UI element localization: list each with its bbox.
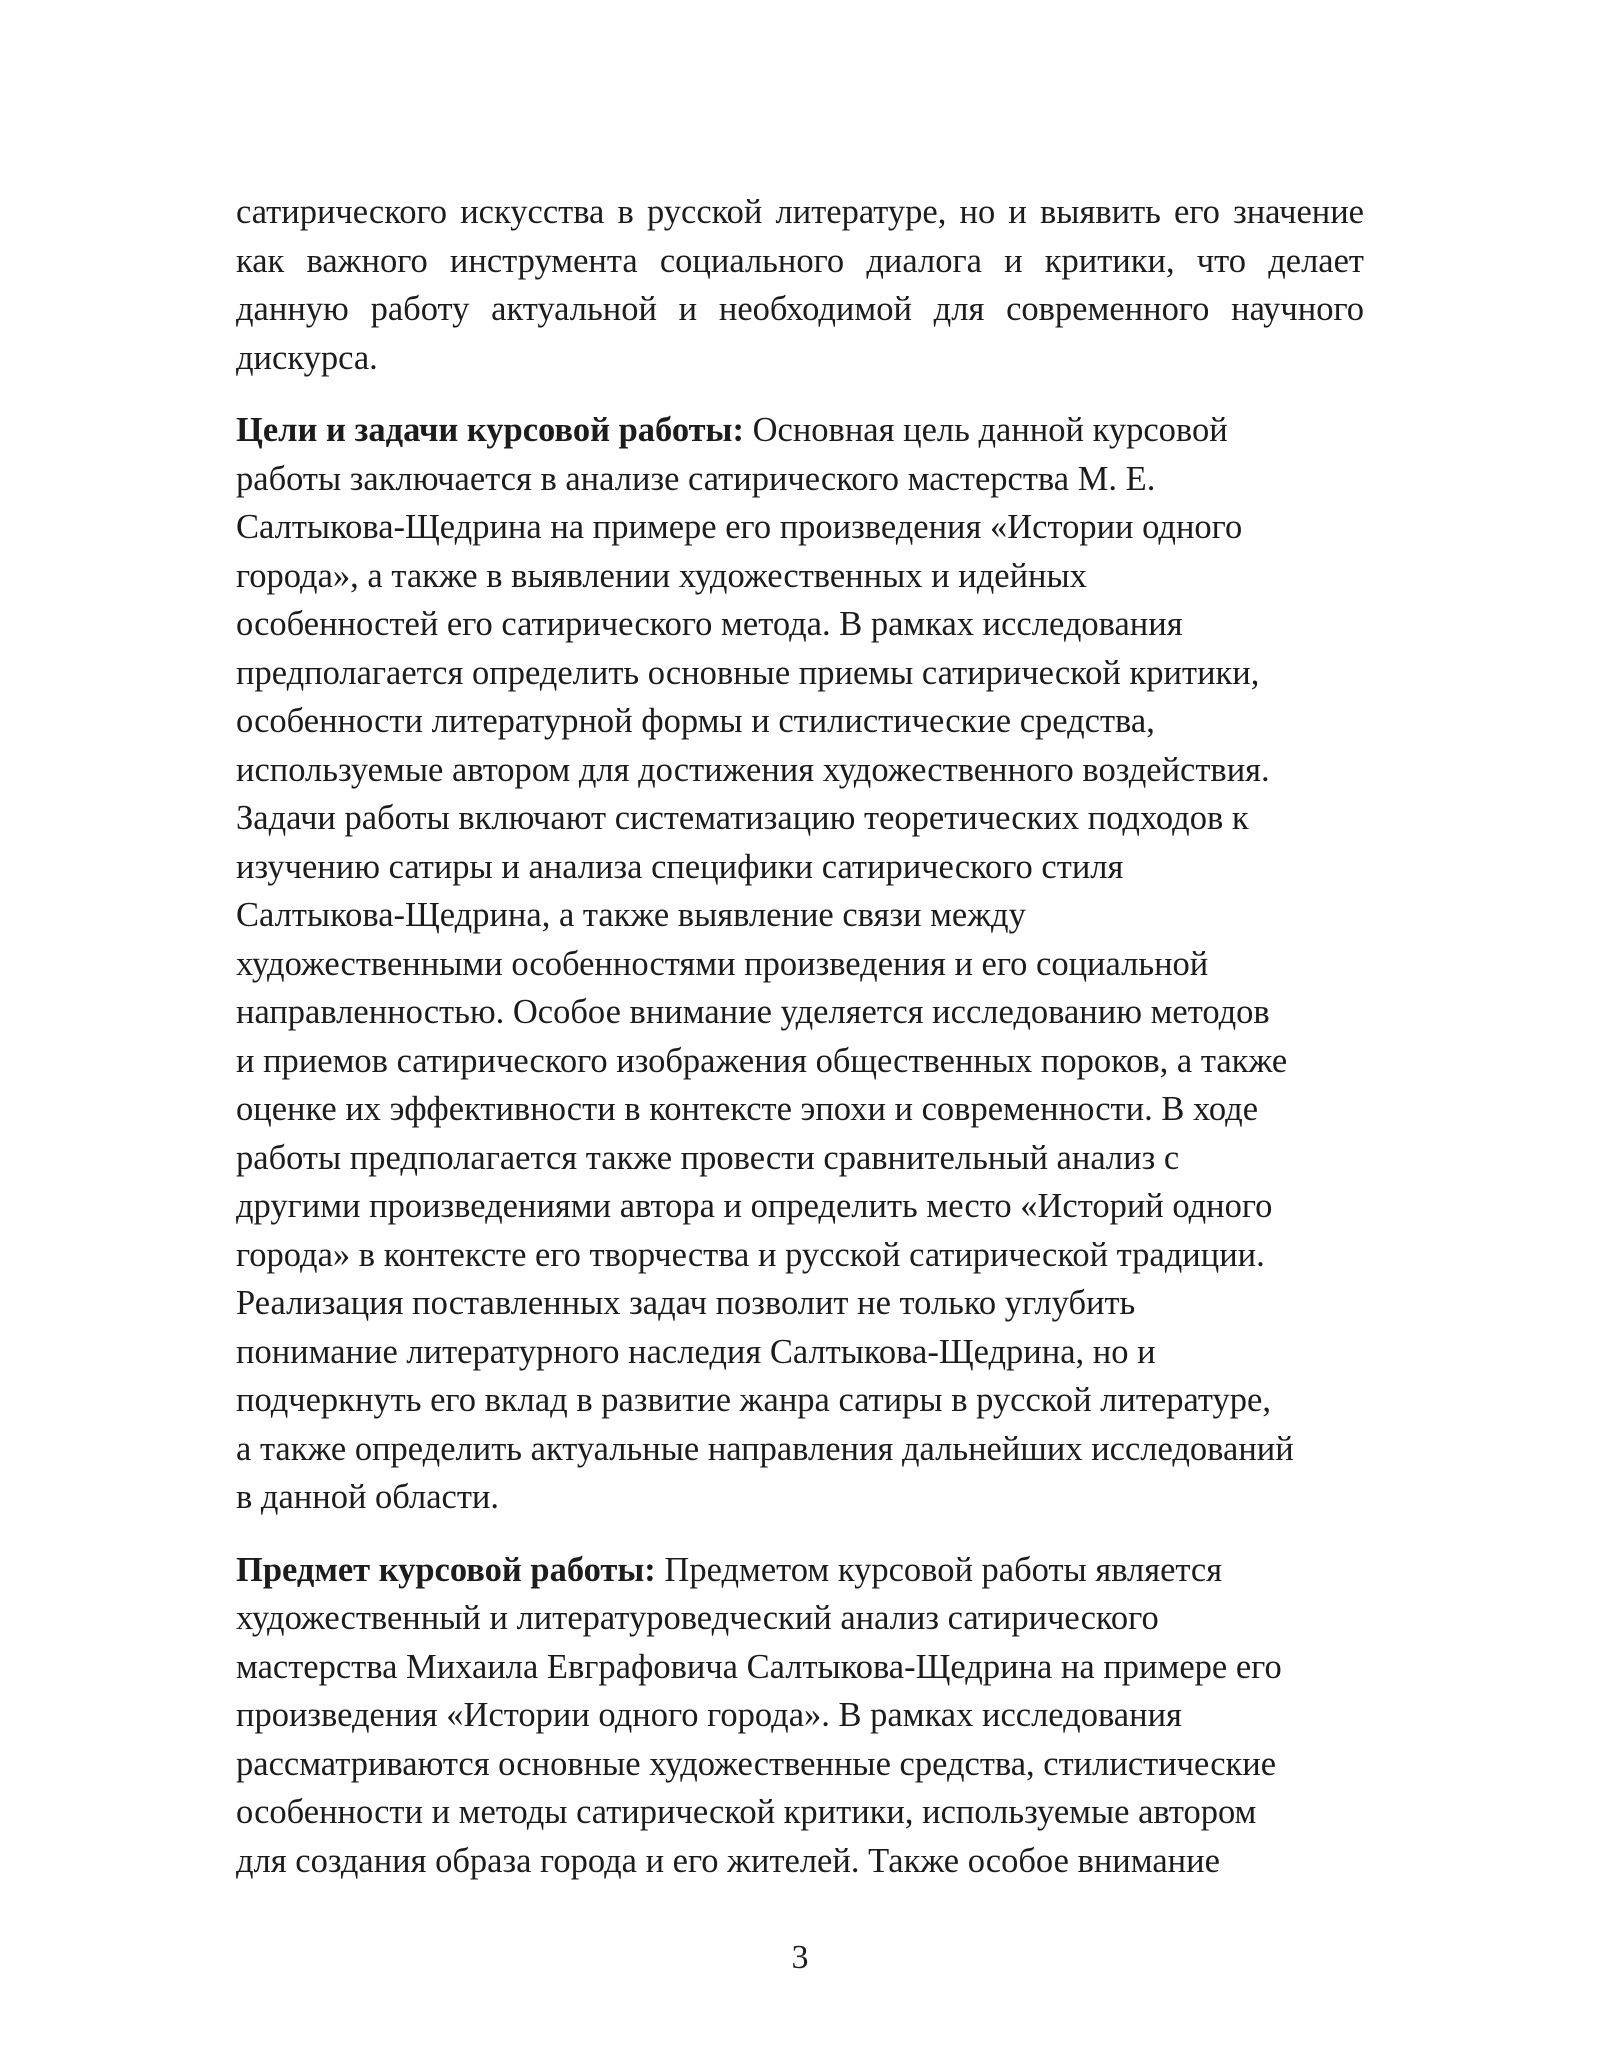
subject-line: особенности и методы сатирической критики, используемые автором bbox=[236, 1793, 1257, 1831]
goals-line: Салтыкова-Щедрина, а также выявление связи между bbox=[236, 896, 1026, 934]
goals-line: изучению сатиры и анализа специфики сатирического стиля bbox=[236, 847, 1124, 886]
goals-line: направленностью. Особое внимание уделяется исследованию методов bbox=[236, 993, 1270, 1031]
goals-line: предполагается определить основные приемы сатирической критики, bbox=[236, 653, 1260, 692]
subject-line: рассматриваются основные художественные средства, стилистические bbox=[236, 1744, 1277, 1783]
paragraph-subject bbox=[236, 1546, 1364, 1886]
goals-line: особенностей его сатирического метода. В рамках исследования bbox=[236, 605, 1183, 643]
goals-line: Салтыкова-Щедрина на примере его произведения «Истории одного bbox=[236, 508, 1243, 546]
goals-line: в данной области. bbox=[236, 1478, 499, 1516]
goals-line: Основная цель данной курсовой bbox=[752, 411, 1228, 449]
goals-line: работы заключается в анализе сатирического мастерства М. Е. bbox=[236, 459, 1156, 498]
subject-line: художественный и литературоведческий анализ сатирического bbox=[236, 1599, 1159, 1637]
goals-line: а также определить актуальные направления дальнейших исследований bbox=[236, 1429, 1294, 1468]
document-body bbox=[236, 188, 1364, 1909]
goals-line: города» в контексте его творчества и русской сатирической традиции. bbox=[236, 1235, 1265, 1274]
page-number: 3 bbox=[791, 1939, 809, 1976]
goals-heading: Цели и задачи курсовой работы: bbox=[236, 411, 744, 449]
goals-line: художественными особенностями произведения и его социальной bbox=[236, 944, 1209, 983]
subject-line: для создания образа города и его жителей. Также особое внимание bbox=[236, 1841, 1220, 1880]
goals-line: используемые автором для достижения художественного воздействия. bbox=[236, 750, 1270, 789]
paragraph-relevance-ending: сатирического искусства в русской литературе, но и выявить его значение как важного инструмента социального диалога и критики, что делает данную работу актуальной и необходимой для современного научного дискурса. bbox=[236, 193, 1364, 377]
goals-line: особенности литературной формы и стилистические средства, bbox=[236, 702, 1155, 740]
goals-line: Реализация поставленных задач позволит не только углубить bbox=[236, 1284, 1136, 1322]
goals-line: оценке их эффективности в контексте эпохи и современности. В ходе bbox=[236, 1090, 1259, 1128]
goals-line: понимание литературного наследия Салтыкова-Щедрина, но и bbox=[236, 1332, 1156, 1371]
goals-line: подчеркнуть его вклад в развитие жанра сатиры в русской литературе, bbox=[236, 1381, 1271, 1419]
subject-line: Предметом курсовой работы является bbox=[664, 1550, 1223, 1589]
goals-line: Задачи работы включают систематизацию теоретических подходов к bbox=[236, 799, 1249, 837]
paragraph-goals-and-tasks bbox=[236, 406, 1364, 1522]
goals-line: и приемов сатирического изображения общественных пороков, а также bbox=[236, 1041, 1288, 1080]
subject-heading: Предмет курсовой работы: bbox=[236, 1550, 656, 1589]
subject-line: мастерства Михаила Евграфовича Салтыкова-Щедрина на примере его bbox=[236, 1647, 1282, 1686]
goals-line: другими произведениями автора и определить место «Историй одного bbox=[236, 1187, 1273, 1225]
goals-line: работы предполагается также провести сравнительный анализ с bbox=[236, 1138, 1180, 1177]
subject-line: произведения «Истории одного города». В рамках исследования bbox=[236, 1696, 1182, 1734]
goals-line: города», а также в выявлении художественных и идейных bbox=[236, 556, 1087, 595]
